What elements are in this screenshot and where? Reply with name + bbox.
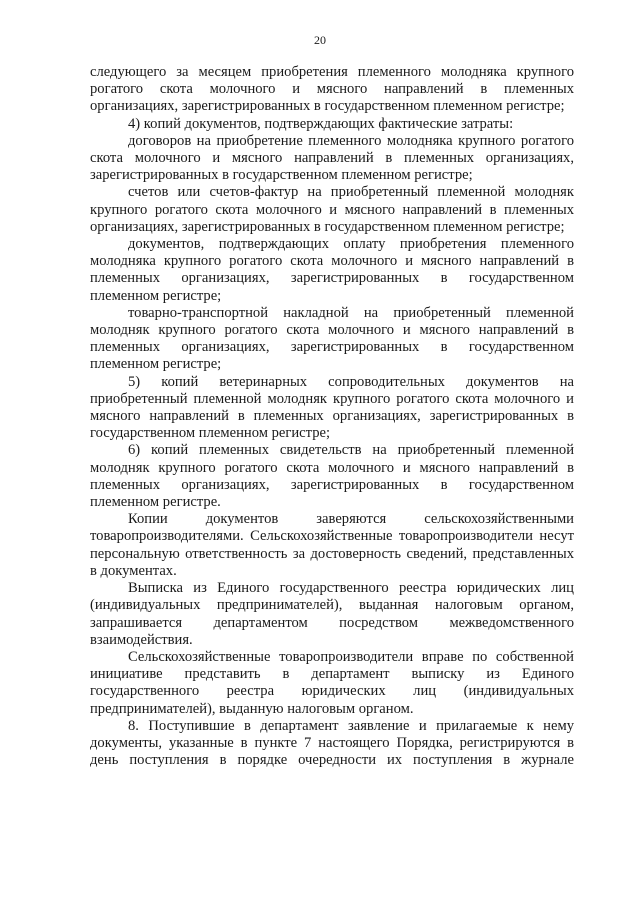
paragraph-continuation: следующего за месяцем приобретения племенного молодняка крупного рогатого скота молочного и мясного направлений в племенных организациях, зарегистрированных в государственном племенном регистре; bbox=[90, 64, 574, 115]
paragraph-waybill: товарно-транспортной накладной на приобретенный племенной молодняк крупного рогатого скота молочного и мясного направлений в племенных организациях, зарегистрированных в государственном племенном регистре; bbox=[90, 304, 574, 373]
paragraph-contracts: договоров на приобретение племенного молодняка крупного рогатого скота молочного и мясного направлений в племенных организациях, зарегистрированных в государственном племенном регистре; bbox=[90, 132, 574, 184]
paragraph-item-6: 6) копий племенных свидетельств на приобретенный племенной молодняк крупного рогатого скота молочного и мясного направлений в племенных организациях, зарегистрированных в государственном племенном регистре. bbox=[90, 442, 574, 511]
page-number: 20 bbox=[314, 33, 326, 47]
paragraph-registry-extract: Выписка из Единого государственного реестра юридических лиц (индивидуальных предпринимателей), выданная налоговым органом, запрашивается департаментом посредством межведомственного взаимодействия. bbox=[90, 580, 574, 648]
document-body bbox=[90, 64, 574, 769]
paragraph-copies-certified: Копии документов заверяются сельскохозяйственными товаропроизводителями. Сельскохозяйственные товаропроизводители несут персональную ответственность за достоверность сведений, представленных в документах. bbox=[90, 511, 574, 579]
paragraph-item-5: 5) копий ветеринарных сопроводительных документов на приобретенный племенной молодняк крупного рогатого скота молочного и мясного направлений в племенных организациях, зарегистрированных в государственном племенном регистре; bbox=[90, 373, 574, 442]
paragraph-payment-docs: документов, подтверждающих оплату приобретения племенного молодняка крупного рогатого скота молочного и мясного направлений в племенных организациях, зарегистрированных в государственном племенном регистре; bbox=[90, 236, 574, 304]
paragraph-invoices: счетов или счетов-фактур на приобретенный племенной молодняк крупного рогатого скота молочного и мясного направлений в племенных организациях, зарегистрированных в государственном племенном регистре; bbox=[90, 184, 574, 235]
paragraph-item-4: 4) копий документов, подтверждающих фактические затраты: bbox=[128, 115, 514, 132]
paragraph-own-initiative: Сельскохозяйственные товаропроизводители вправе по собственной инициативе представить в департамент выписку из Единого государственного реестра юридических лиц (индивидуальных предпринимателей), выданную налоговым органом. bbox=[90, 648, 574, 717]
paragraph-item-8: 8. Поступившие в департамент заявление и прилагаемые к нему документы, указанные в пункте 7 настоящего Порядка, регистрируются в день поступления в порядке очередности их поступления в журнале bbox=[90, 717, 574, 769]
